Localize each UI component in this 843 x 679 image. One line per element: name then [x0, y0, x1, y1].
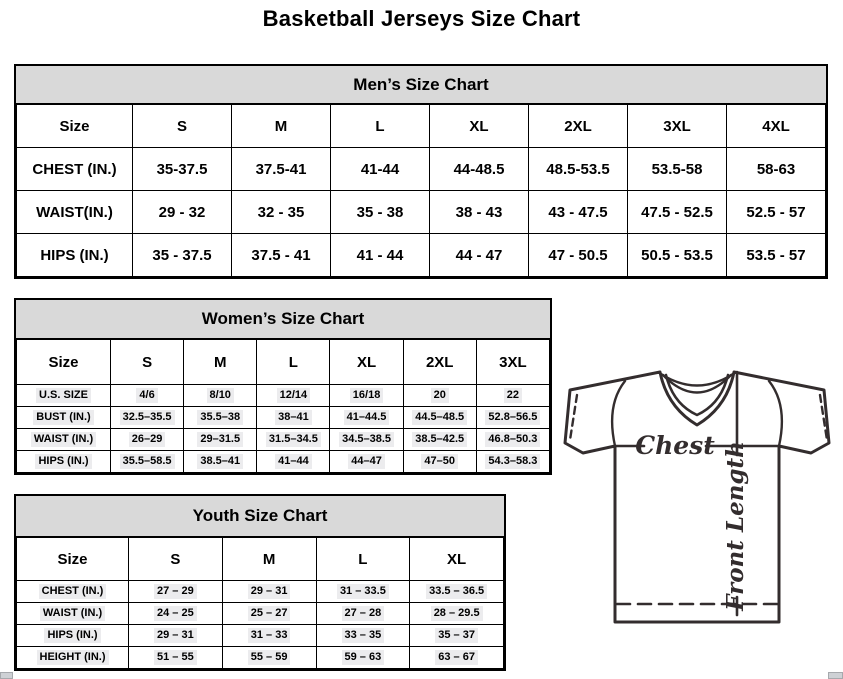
cell-text: HIPS (IN.) [44, 628, 100, 643]
column-header: S [129, 538, 223, 581]
cell-text: WAIST (IN.) [31, 432, 96, 447]
cell-value [184, 385, 257, 407]
cell-value [403, 407, 476, 429]
cell-value [111, 451, 184, 473]
cell-value [184, 429, 257, 451]
cell-text: 4/6 [136, 388, 157, 403]
cell-value: 48.5-53.5 [529, 148, 628, 191]
cell-value: 47 - 50.5 [529, 234, 628, 277]
right-armhole-seam [769, 381, 782, 446]
table-row [17, 647, 504, 669]
column-header: 2XL [403, 340, 476, 385]
cell-value [257, 451, 330, 473]
cell-text: 35 – 37 [435, 628, 478, 643]
size-header-cell: Size [17, 340, 111, 385]
column-header: XL [330, 340, 403, 385]
cell-value [403, 385, 476, 407]
row-label [17, 581, 129, 603]
cell-value [222, 603, 316, 625]
table-row [17, 385, 550, 407]
cell-value [129, 581, 223, 603]
cell-value [111, 407, 184, 429]
column-header: M [222, 538, 316, 581]
jersey-outline [565, 372, 829, 622]
cell-text: 27 – 29 [154, 584, 197, 599]
cell-text: 31 – 33 [248, 628, 291, 643]
cell-text: 59 – 63 [342, 650, 385, 665]
row-label: WAIST(IN.) [17, 191, 133, 234]
size-header-cell: Size [17, 105, 133, 148]
cell-value [316, 603, 410, 625]
cell-text: CHEST (IN.) [39, 584, 107, 599]
cell-value [129, 647, 223, 669]
youth-chart-title: Youth Size Chart [16, 496, 504, 537]
cell-value: 44-48.5 [430, 148, 529, 191]
scrollbar-left-fragment[interactable] [0, 672, 13, 679]
cell-text: 20 [431, 388, 449, 403]
cell-value: 38 - 43 [430, 191, 529, 234]
cell-text: 47–50 [421, 454, 458, 469]
cell-value [257, 429, 330, 451]
table-row [17, 191, 826, 234]
cell-value: 44 - 47 [430, 234, 529, 277]
table-row [17, 407, 550, 429]
cell-value [222, 625, 316, 647]
table-row [17, 148, 826, 191]
cell-text: 25 – 27 [248, 606, 291, 621]
cell-value: 29 - 32 [133, 191, 232, 234]
column-header: 4XL [727, 105, 826, 148]
cell-text: 31.5–34.5 [266, 432, 321, 447]
cell-value: 43 - 47.5 [529, 191, 628, 234]
row-label [17, 385, 111, 407]
cell-text: 31 – 33.5 [337, 584, 389, 599]
cell-value [129, 625, 223, 647]
table-row [17, 625, 504, 647]
cell-value [410, 625, 504, 647]
cell-value: 58-63 [727, 148, 826, 191]
chest-label: Chest [635, 431, 715, 460]
table-row [17, 234, 826, 277]
cell-text: 34.5–38.5 [339, 432, 394, 447]
cell-value [184, 407, 257, 429]
left-sleeve-stitch-line [570, 395, 577, 440]
youth-size-chart [14, 494, 506, 671]
size-header-cell: Size [17, 538, 129, 581]
column-header: XL [430, 105, 529, 148]
cell-text: HEIGHT (IN.) [37, 650, 109, 665]
cell-value: 50.5 - 53.5 [628, 234, 727, 277]
row-label [17, 407, 111, 429]
cell-text: 16/18 [350, 388, 384, 403]
front-length-label: Front Length [722, 441, 749, 611]
cell-value [316, 625, 410, 647]
cell-value [111, 385, 184, 407]
cell-value [257, 385, 330, 407]
row-label [17, 603, 129, 625]
cell-text: 41–44.5 [344, 410, 390, 425]
row-label [17, 647, 129, 669]
cell-value [410, 581, 504, 603]
cell-value [316, 647, 410, 669]
womens-size-chart [14, 298, 552, 475]
column-header: L [257, 340, 330, 385]
cell-text: 55 – 59 [248, 650, 291, 665]
table-row [17, 451, 550, 473]
cell-value: 47.5 - 52.5 [628, 191, 727, 234]
cell-text: U.S. SIZE [36, 388, 91, 403]
column-header: XL [410, 538, 504, 581]
row-label [17, 625, 129, 647]
cell-text: 44–47 [348, 454, 385, 469]
cell-value [476, 385, 549, 407]
cell-text: 38.5–41 [197, 454, 243, 469]
cell-value [129, 603, 223, 625]
womens-chart-title: Women’s Size Chart [16, 300, 550, 339]
cell-value [222, 647, 316, 669]
cell-text: 52.8–56.5 [485, 410, 540, 425]
cell-text: 28 – 29.5 [431, 606, 483, 621]
cell-value: 32 - 35 [232, 191, 331, 234]
cell-text: 24 – 25 [154, 606, 197, 621]
cell-value [316, 581, 410, 603]
cell-value [184, 451, 257, 473]
cell-value [111, 429, 184, 451]
cell-text: 32.5–35.5 [120, 410, 175, 425]
cell-text: 38.5–42.5 [412, 432, 467, 447]
cell-text: 54.3–58.3 [485, 454, 540, 469]
cell-value [330, 429, 403, 451]
youth-table [16, 537, 504, 669]
cell-text: 41–44 [275, 454, 312, 469]
cell-text: WAIST (IN.) [40, 606, 105, 621]
column-header: S [111, 340, 184, 385]
cell-text: HIPS (IN.) [35, 454, 91, 469]
cell-value [476, 429, 549, 451]
mens-table [16, 104, 826, 277]
mens-chart-title: Men’s Size Chart [16, 66, 826, 104]
cell-value: 35 - 38 [331, 191, 430, 234]
cell-value: 53.5-58 [628, 148, 727, 191]
column-header: 3XL [628, 105, 727, 148]
cell-value: 53.5 - 57 [727, 234, 826, 277]
row-label [17, 451, 111, 473]
cell-value [330, 385, 403, 407]
cell-text: 51 – 55 [154, 650, 197, 665]
cell-text: 29 – 31 [248, 584, 291, 599]
column-header: 2XL [529, 105, 628, 148]
column-header: M [184, 340, 257, 385]
cell-value [330, 407, 403, 429]
womens-table [16, 339, 550, 473]
mens-size-chart [14, 64, 828, 279]
cell-value [410, 647, 504, 669]
cell-text: 35.5–58.5 [120, 454, 175, 469]
cell-text: 33 – 35 [342, 628, 385, 643]
row-label: CHEST (IN.) [17, 148, 133, 191]
cell-text: 26–29 [129, 432, 166, 447]
left-armhole-seam [612, 381, 625, 446]
table-row [17, 429, 550, 451]
cell-text: 33.5 – 36.5 [426, 584, 487, 599]
cell-text: 38–41 [275, 410, 312, 425]
cell-text: 63 – 67 [435, 650, 478, 665]
table-row [17, 581, 504, 603]
cell-value: 41-44 [331, 148, 430, 191]
cell-value [476, 407, 549, 429]
jersey-measurement-diagram [557, 357, 840, 627]
cell-value [257, 407, 330, 429]
cell-value: 37.5-41 [232, 148, 331, 191]
cell-value: 37.5 - 41 [232, 234, 331, 277]
cell-value [403, 429, 476, 451]
cell-value [330, 451, 403, 473]
table-row [17, 603, 504, 625]
collar-back-arc-2 [663, 375, 731, 393]
cell-text: 46.8–50.3 [485, 432, 540, 447]
cell-value [222, 581, 316, 603]
cell-text: 12/14 [277, 388, 311, 403]
cell-value: 41 - 44 [331, 234, 430, 277]
cell-value: 35-37.5 [133, 148, 232, 191]
column-header: S [133, 105, 232, 148]
cell-text: 35.5–38 [197, 410, 243, 425]
row-label [17, 429, 111, 451]
cell-text: 29–31.5 [197, 432, 243, 447]
cell-value [410, 603, 504, 625]
row-label: HIPS (IN.) [17, 234, 133, 277]
cell-value: 52.5 - 57 [727, 191, 826, 234]
column-header: L [316, 538, 410, 581]
cell-text: BUST (IN.) [33, 410, 93, 425]
page-title: Basketball Jerseys Size Chart [262, 6, 581, 31]
cell-text: 22 [504, 388, 522, 403]
cell-value [476, 451, 549, 473]
scrollbar-right-fragment[interactable] [828, 672, 843, 679]
cell-value [403, 451, 476, 473]
column-header: M [232, 105, 331, 148]
cell-text: 44.5–48.5 [412, 410, 467, 425]
cell-text: 8/10 [207, 388, 234, 403]
cell-value: 35 - 37.5 [133, 234, 232, 277]
column-header: L [331, 105, 430, 148]
cell-text: 29 – 31 [154, 628, 197, 643]
cell-text: 27 – 28 [342, 606, 385, 621]
column-header: 3XL [476, 340, 549, 385]
